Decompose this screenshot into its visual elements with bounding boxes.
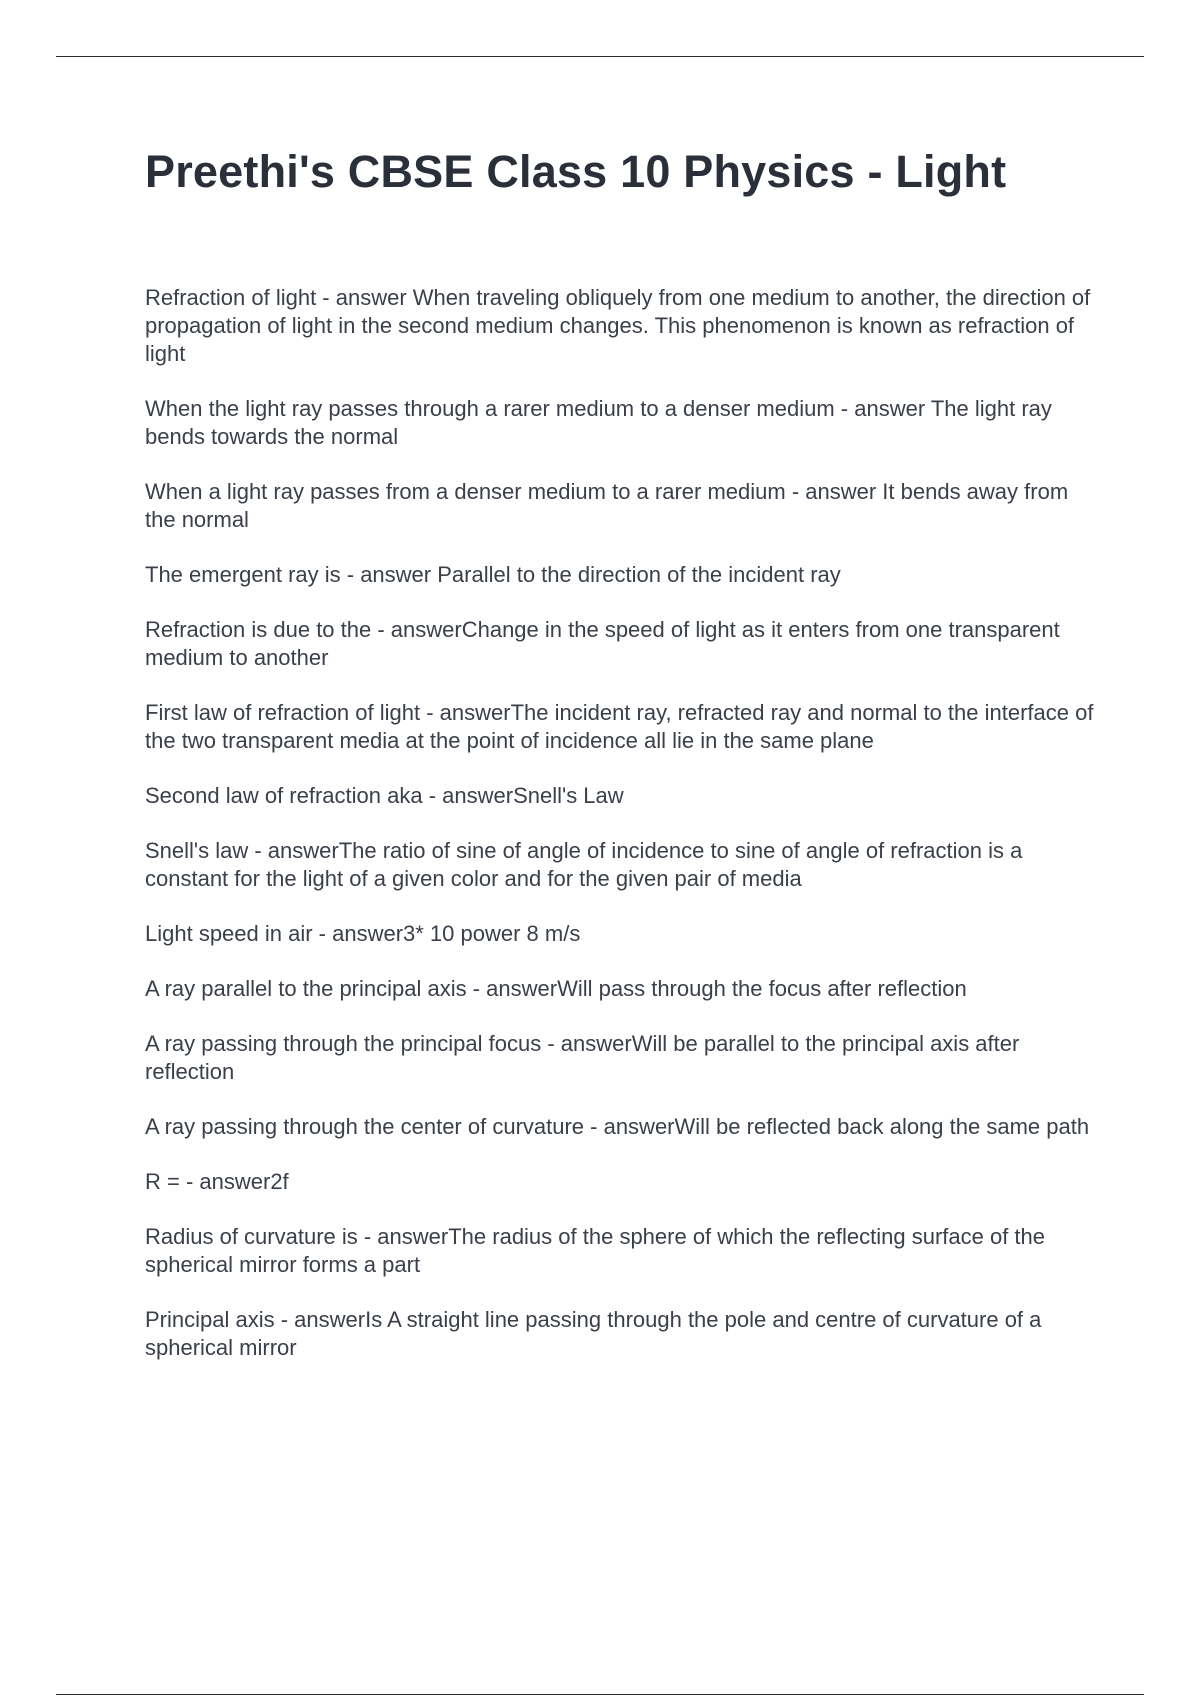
- top-divider: [56, 56, 1144, 57]
- qa-item: First law of refraction of light - answerThe incident ray, refracted ray and normal to the interface of the two transparent media at the point of incidence all lie in the same plane: [145, 700, 1094, 753]
- page-title: Preethi's CBSE Class 10 Physics - Light: [145, 146, 1007, 197]
- qa-item: R = - answer2f: [145, 1169, 289, 1194]
- qa-item: Light speed in air - answer3* 10 power 8 m/s: [145, 921, 581, 946]
- qa-item: When the light ray passes through a rarer medium to a denser medium - answer The light ray bends towards the normal: [145, 396, 1052, 449]
- qa-item: Refraction is due to the - answerChange in the speed of light as it enters from one transparent medium to another: [145, 617, 1060, 670]
- qa-item: Second law of refraction aka - answerSnell's Law: [145, 783, 624, 808]
- qa-item: Snell's law - answerThe ratio of sine of angle of incidence to sine of angle of refraction is a constant for the light of a given color and for the given pair of media: [145, 838, 1023, 891]
- qa-item: The emergent ray is - answer Parallel to the direction of the incident ray: [145, 562, 841, 587]
- bottom-divider: [56, 1694, 1144, 1695]
- qa-item: A ray parallel to the principal axis - answerWill pass through the focus after reflection: [145, 976, 967, 1001]
- qa-item: Refraction of light - answer When traveling obliquely from one medium to another, the direction of propagation of light in the second medium changes. This phenomenon is known as refraction of light: [145, 285, 1091, 366]
- qa-item: Radius of curvature is - answerThe radius of the sphere of which the reflecting surface of the spherical mirror forms a part: [145, 1224, 1046, 1277]
- qa-item: When a light ray passes from a denser medium to a rarer medium - answer It bends away from the normal: [145, 479, 1069, 532]
- qa-item: Principal axis - answerIs A straight line passing through the pole and centre of curvature of a spherical mirror: [145, 1307, 1042, 1360]
- qa-list: [145, 284, 1095, 1389]
- qa-item: A ray passing through the principal focus - answerWill be parallel to the principal axis after reflection: [145, 1031, 1020, 1084]
- qa-item: A ray passing through the center of curvature - answerWill be reflected back along the same path: [145, 1114, 1090, 1139]
